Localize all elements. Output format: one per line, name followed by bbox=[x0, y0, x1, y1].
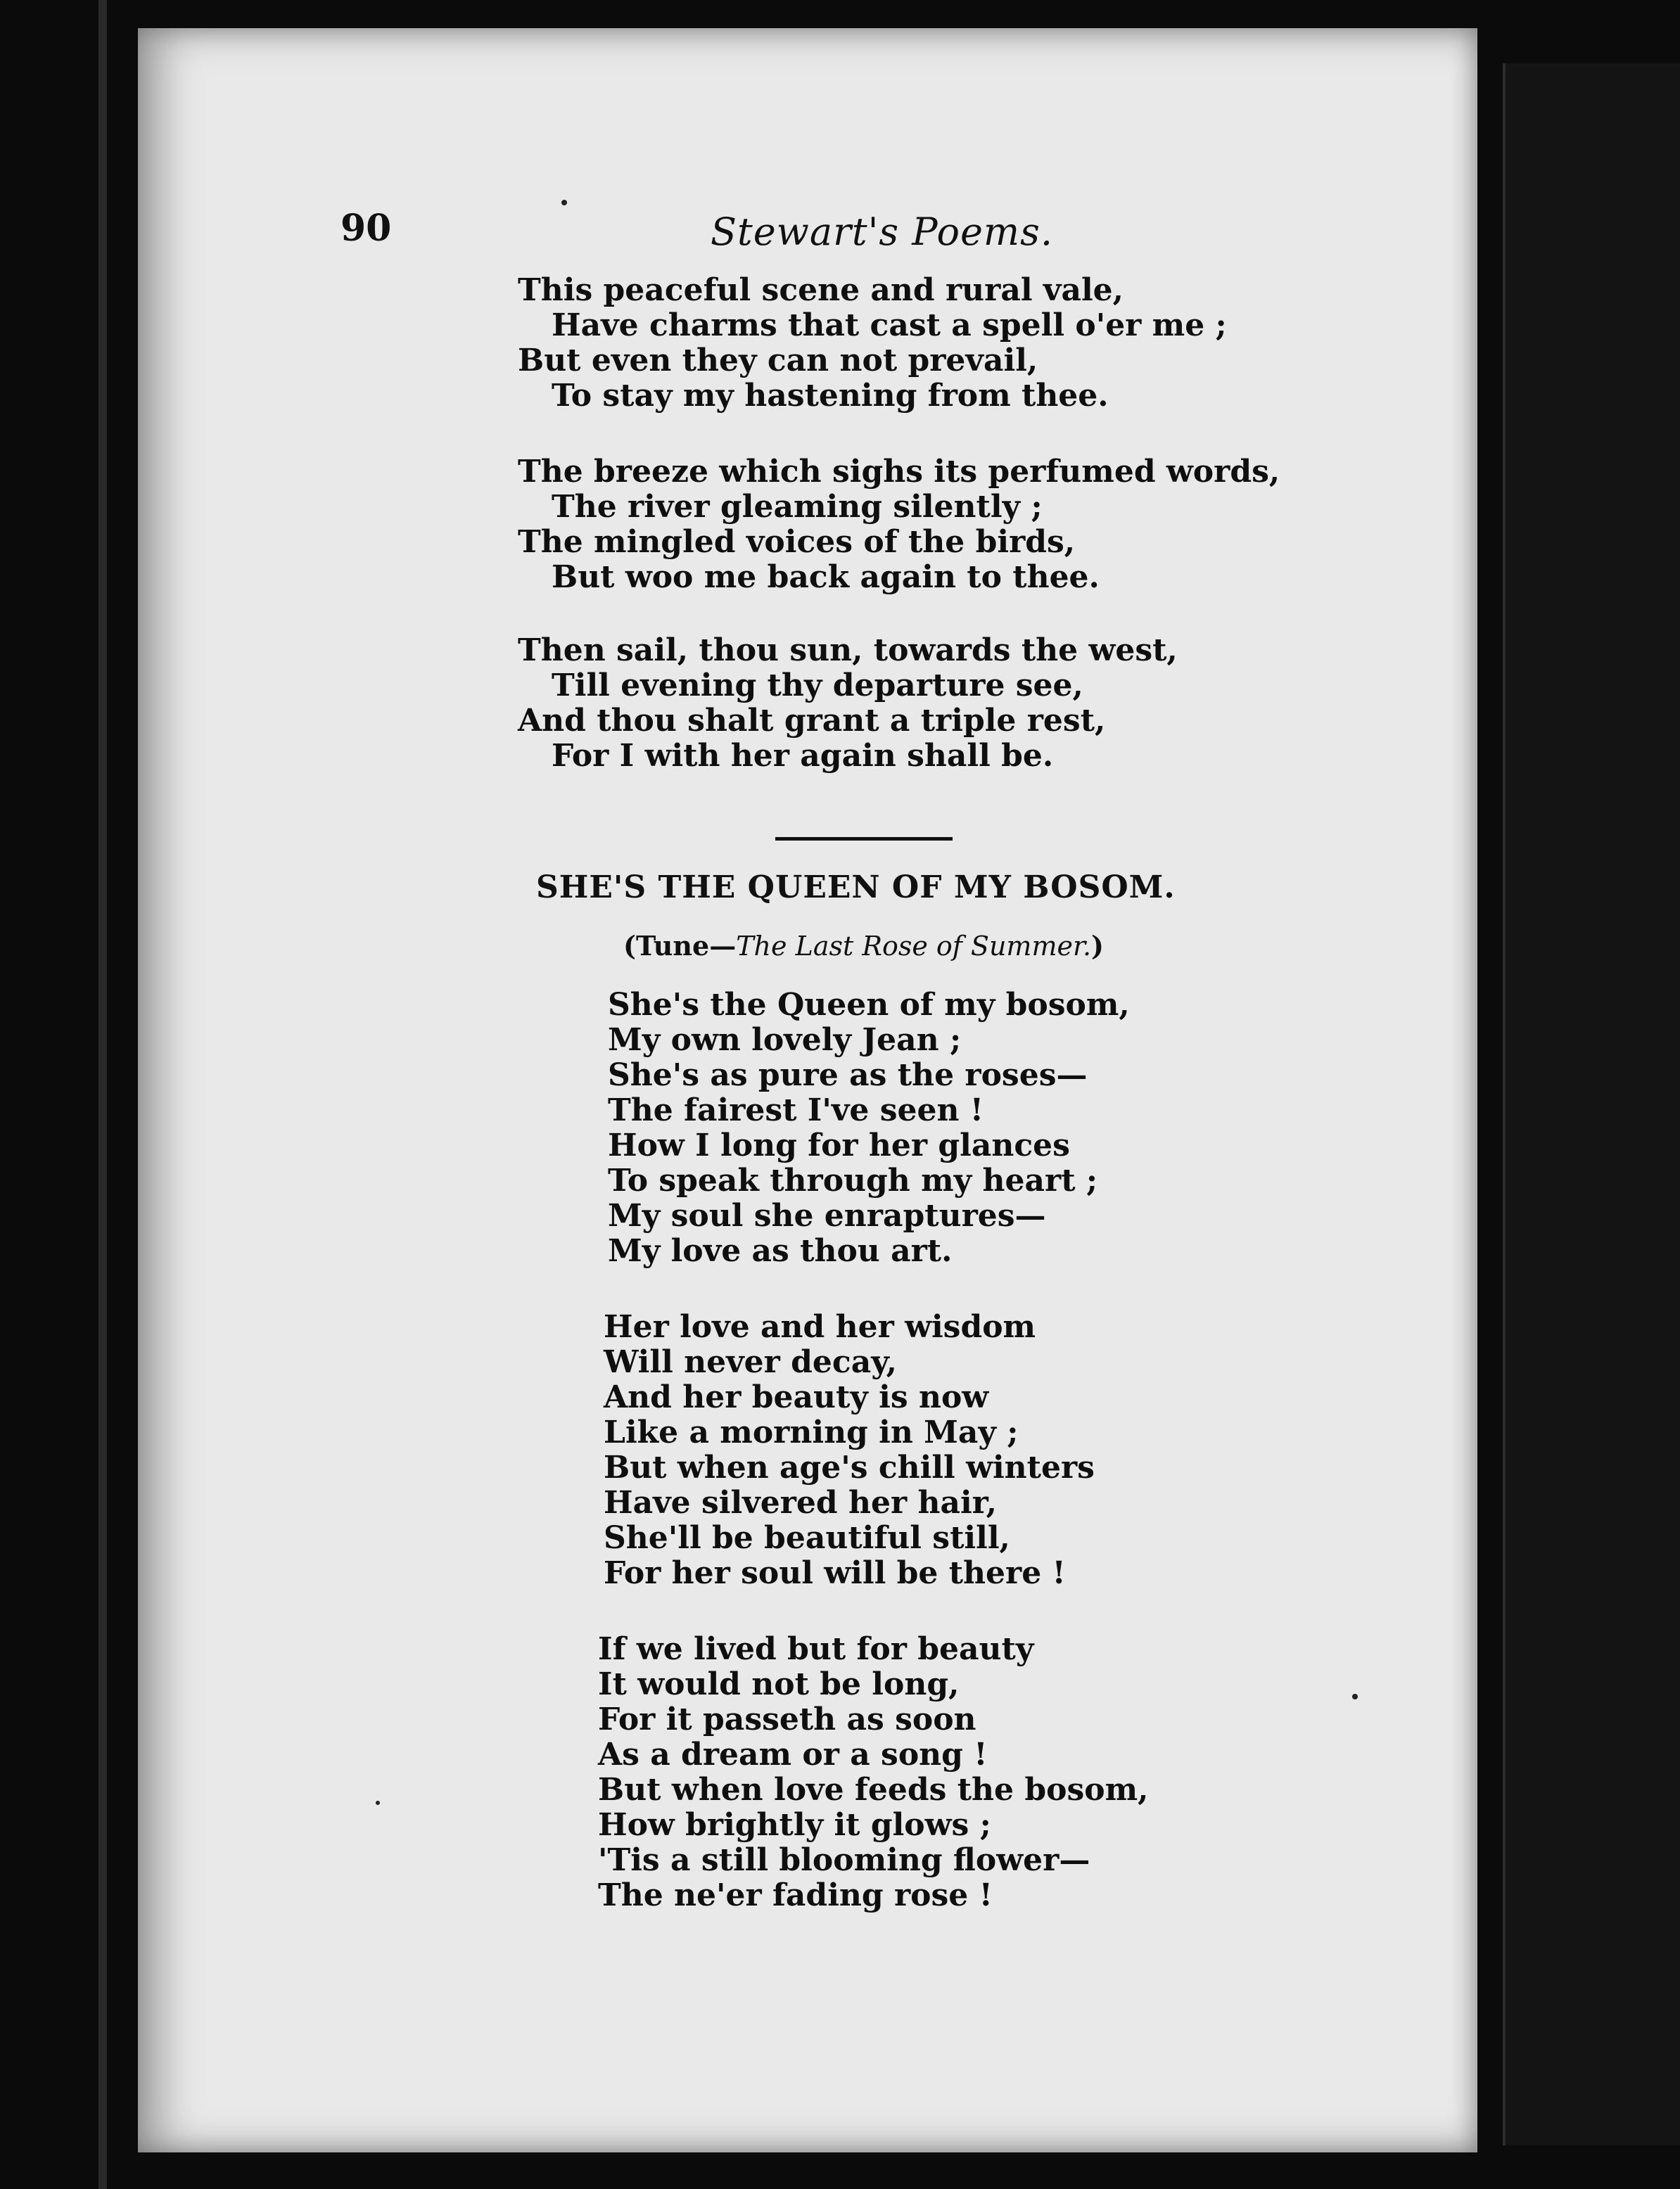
verse-line: But when age's chill winters bbox=[604, 1450, 1095, 1486]
tune-suffix: ) bbox=[1091, 930, 1105, 962]
verse-line: Like a morning in May ; bbox=[604, 1415, 1019, 1450]
print-speck bbox=[1352, 1694, 1358, 1699]
print-speck bbox=[376, 1801, 380, 1805]
verse-line: Will never decay, bbox=[604, 1344, 897, 1380]
verse-line: 'Tis a still blooming flower— bbox=[598, 1842, 1090, 1878]
verse-line: She's the Queen of my bosom, bbox=[608, 987, 1130, 1023]
verse-line: But when love feeds the bosom, bbox=[598, 1772, 1149, 1808]
print-speck bbox=[561, 200, 567, 205]
poem-title: SHE'S THE QUEEN OF MY BOSOM. bbox=[536, 869, 1176, 905]
verse-line: Have silvered her hair, bbox=[604, 1485, 997, 1521]
verse-line: My own lovely Jean ; bbox=[608, 1022, 962, 1058]
verse-line: To stay my hastening from thee. bbox=[552, 378, 1109, 414]
verse-line: How brightly it glows ; bbox=[598, 1807, 991, 1843]
verse-line: To speak through my heart ; bbox=[608, 1163, 1098, 1199]
verse-line: For I with her again shall be. bbox=[552, 738, 1054, 774]
poem-stanza-3 bbox=[598, 1632, 1148, 1913]
verse-line: She's as pure as the roses— bbox=[608, 1057, 1088, 1093]
verse-line: For it passeth as soon bbox=[598, 1702, 976, 1737]
verse-line: She'll be beautiful still, bbox=[604, 1520, 1010, 1556]
verse-line: It would not be long, bbox=[598, 1666, 960, 1702]
prev-stanza-2 bbox=[518, 454, 1280, 595]
prev-stanza-1 bbox=[518, 273, 1227, 414]
section-divider bbox=[775, 837, 953, 841]
verse-line: The river gleaming silently ; bbox=[552, 489, 1043, 525]
verse-line: This peaceful scene and rural vale, bbox=[518, 272, 1124, 308]
verse-line: The breeze which sighs its perfumed words, bbox=[518, 454, 1280, 490]
verse-line: But even they can not prevail, bbox=[518, 343, 1038, 378]
book-page bbox=[138, 28, 1477, 2152]
verse-line: And her beauty is now bbox=[604, 1379, 989, 1415]
verse-line: My love as thou art. bbox=[608, 1233, 953, 1269]
book-spine bbox=[98, 0, 107, 2189]
verse-line: As a dream or a song ! bbox=[598, 1737, 988, 1773]
verse-line: Have charms that cast a spell o'er me ; bbox=[552, 307, 1227, 343]
verse-line: Till evening thy departure see, bbox=[552, 668, 1083, 703]
poem-stanza-1 bbox=[608, 988, 1130, 1269]
verse-line: The ne'er fading rose ! bbox=[598, 1877, 993, 1913]
verse-line: And thou shalt grant a triple rest, bbox=[518, 703, 1106, 739]
running-head bbox=[138, 207, 1477, 263]
verse-line: The mingled voices of the birds, bbox=[518, 524, 1076, 560]
verse-line: Her love and her wisdom bbox=[604, 1309, 1036, 1345]
page-number: 90 bbox=[341, 207, 392, 250]
verse-line: How I long for her glances bbox=[608, 1128, 1070, 1163]
verse-line: Then sail, thou sun, towards the west, bbox=[518, 632, 1178, 668]
facing-page-edge bbox=[1503, 63, 1680, 2145]
verse-line: The fairest I've seen ! bbox=[608, 1092, 984, 1128]
verse-line: If we lived but for beauty bbox=[598, 1631, 1034, 1667]
poem-stanza-2 bbox=[604, 1310, 1095, 1591]
verse-line: My soul she enraptures— bbox=[608, 1198, 1046, 1234]
tune-note bbox=[623, 930, 1104, 962]
verse-line: But woo me back again to thee. bbox=[552, 559, 1100, 595]
prev-stanza-3 bbox=[518, 633, 1178, 774]
tune-prefix: (Tune— bbox=[623, 930, 737, 962]
running-title: Stewart's Poems. bbox=[711, 210, 1053, 254]
tune-name: The Last Rose of Summer. bbox=[736, 931, 1092, 962]
verse-line: For her soul will be there ! bbox=[604, 1555, 1066, 1591]
